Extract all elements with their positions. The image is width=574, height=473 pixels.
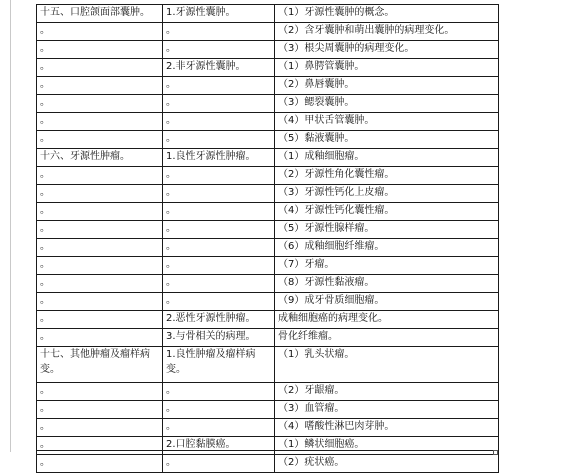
chapter-cell: 。 <box>37 437 163 455</box>
table-row <box>37 131 499 149</box>
chapter-cell: 十六、牙源性肿瘤。 <box>37 149 163 167</box>
syllabus-table <box>36 4 499 473</box>
chapter-cell: 。 <box>37 185 163 203</box>
chapter-cell: 。 <box>37 419 163 437</box>
table-row <box>37 185 499 203</box>
unit-cell: 。 <box>163 419 275 437</box>
unit-cell: 。 <box>163 131 275 149</box>
table-row <box>37 149 499 167</box>
table-row <box>37 347 499 383</box>
chapter-cell: 。 <box>37 41 163 59</box>
topic-cell: （3）牙源性钙化上皮瘤。 <box>275 185 499 203</box>
table-row <box>37 239 499 257</box>
table-row <box>37 113 499 131</box>
chapter-cell: 。 <box>37 221 163 239</box>
table-row <box>37 437 499 455</box>
topic-cell: （2）牙龈瘤。 <box>275 383 499 401</box>
topic-cell: （3）鳃裂囊肿。 <box>275 95 499 113</box>
unit-cell: 1.良性肿瘤及瘤样病变。 <box>163 347 275 383</box>
table-row <box>37 77 499 95</box>
chapter-cell: 十五、口腔颌面部囊肿。 <box>37 5 163 23</box>
topic-cell: 成釉细胞癌的病理变化。 <box>275 311 499 329</box>
unit-cell: 3.与骨相关的病理。 <box>163 329 275 347</box>
chapter-cell: 。 <box>37 59 163 77</box>
topic-cell: 骨化纤维瘤。 <box>275 329 499 347</box>
topic-cell: （1）乳头状瘤。 <box>275 347 499 383</box>
table-row <box>37 221 499 239</box>
unit-cell: 。 <box>163 239 275 257</box>
chapter-cell: 。 <box>37 311 163 329</box>
chapter-cell: 十七、其他肿瘤及瘤样病变。 <box>37 347 163 383</box>
table-row <box>37 329 499 347</box>
unit-cell: 。 <box>163 383 275 401</box>
topic-cell: （4）牙源性钙化囊性瘤。 <box>275 203 499 221</box>
chapter-cell: 。 <box>37 113 163 131</box>
unit-cell: 。 <box>163 401 275 419</box>
table-row <box>37 203 499 221</box>
unit-cell: 。 <box>163 185 275 203</box>
chapter-cell: 。 <box>37 455 163 473</box>
table-row <box>37 311 499 329</box>
chapter-cell: 。 <box>37 77 163 95</box>
table-row <box>37 41 499 59</box>
chapter-cell: 。 <box>37 383 163 401</box>
unit-cell: 。 <box>163 95 275 113</box>
chapter-cell: 。 <box>37 239 163 257</box>
chapter-cell: 。 <box>37 293 163 311</box>
chapter-cell: 。 <box>37 257 163 275</box>
table-bottom-border <box>36 450 498 451</box>
table-row <box>37 5 499 23</box>
topic-cell: （1）牙源性囊肿的概念。 <box>275 5 499 23</box>
table-row <box>37 167 499 185</box>
topic-cell: （1）鼻腭管囊肿。 <box>275 59 499 77</box>
topic-cell: （2）牙源性角化囊性瘤。 <box>275 167 499 185</box>
table-row <box>37 293 499 311</box>
topic-cell: （1）鳞状细胞癌。 <box>275 437 499 455</box>
table-row <box>37 23 499 41</box>
table-row <box>37 455 499 473</box>
topic-cell: （2）含牙囊肿和萌出囊肿的病理变化。 <box>275 23 499 41</box>
topic-cell: （7）牙瘤。 <box>275 257 499 275</box>
table-row <box>37 419 499 437</box>
unit-cell: 。 <box>163 293 275 311</box>
table-end-marker <box>493 450 498 455</box>
syllabus-table-body <box>37 5 499 473</box>
table-row <box>37 257 499 275</box>
table-row <box>37 95 499 113</box>
unit-cell: 1.牙源性囊肿。 <box>163 5 275 23</box>
chapter-cell: 。 <box>37 203 163 221</box>
unit-cell: 1.良性牙源性肿瘤。 <box>163 149 275 167</box>
table-row <box>37 383 499 401</box>
topic-cell: （3）根尖周囊肿的病理变化。 <box>275 41 499 59</box>
topic-cell: （6）成釉细胞纤维瘤。 <box>275 239 499 257</box>
topic-cell: （2）鼻唇囊肿。 <box>275 77 499 95</box>
table-row <box>37 59 499 77</box>
chapter-cell: 。 <box>37 167 163 185</box>
unit-cell: 。 <box>163 23 275 41</box>
topic-cell: （5）黏液囊肿。 <box>275 131 499 149</box>
unit-cell: 2.恶性牙源性肿瘤。 <box>163 311 275 329</box>
table-row <box>37 275 499 293</box>
unit-cell: 。 <box>163 77 275 95</box>
chapter-cell: 。 <box>37 275 163 293</box>
unit-cell: 。 <box>163 257 275 275</box>
topic-cell: （5）牙源性腺样瘤。 <box>275 221 499 239</box>
topic-cell: （3）血管瘤。 <box>275 401 499 419</box>
chapter-cell: 。 <box>37 401 163 419</box>
chapter-cell: 。 <box>37 131 163 149</box>
topic-cell: （4）甲状舌管囊肿。 <box>275 113 499 131</box>
topic-cell: （2）疣状癌。 <box>275 455 499 473</box>
unit-cell: 。 <box>163 113 275 131</box>
topic-cell: （1）成釉细胞瘤。 <box>275 149 499 167</box>
unit-cell: 2.非牙源性囊肿。 <box>163 59 275 77</box>
unit-cell: 。 <box>163 221 275 239</box>
unit-cell: 。 <box>163 41 275 59</box>
chapter-cell: 。 <box>37 95 163 113</box>
page-margin-line <box>10 0 11 452</box>
unit-cell: 。 <box>163 167 275 185</box>
unit-cell: 。 <box>163 203 275 221</box>
topic-cell: （9）成牙骨质细胞瘤。 <box>275 293 499 311</box>
topic-cell: （8）牙源性黏液瘤。 <box>275 275 499 293</box>
topic-cell: （4）嗜酸性淋巴肉芽肿。 <box>275 419 499 437</box>
chapter-cell: 。 <box>37 23 163 41</box>
table-row <box>37 401 499 419</box>
unit-cell: 2.口腔黏膜癌。 <box>163 437 275 455</box>
chapter-cell: 。 <box>37 329 163 347</box>
unit-cell: 。 <box>163 455 275 473</box>
unit-cell: 。 <box>163 275 275 293</box>
